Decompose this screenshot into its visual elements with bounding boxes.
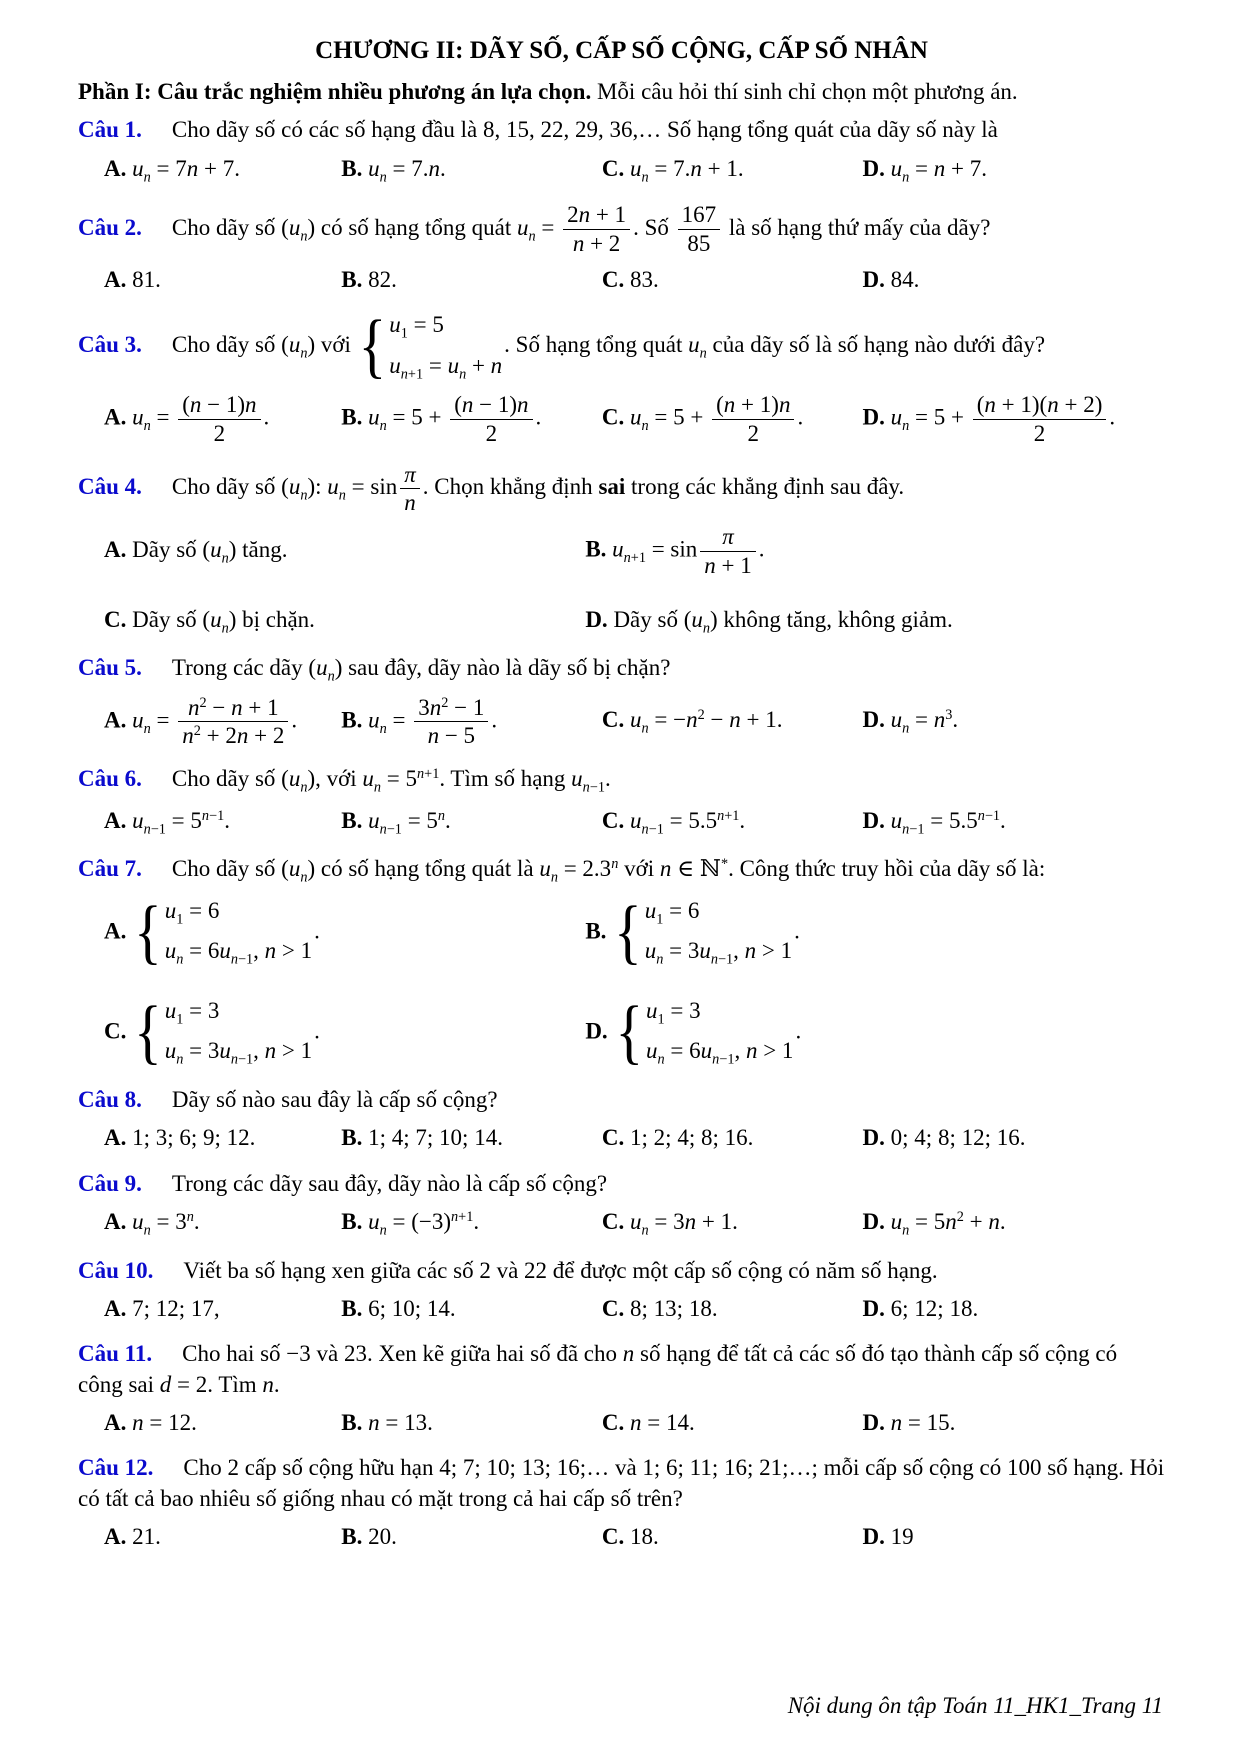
question-7 xyxy=(78,854,1165,1070)
option-c: C. $u_n = 3n + 1$. xyxy=(601,1209,738,1239)
options-row xyxy=(78,1294,1165,1324)
option-b: B. $u_{n+1} = \sin$ $\frac{\pi}{n + 1}$ . xyxy=(585,524,765,578)
option-c: C. 83. xyxy=(601,266,659,292)
question-prompt: Cho dãy số $(u_n)$ với { $u_1 = 5$ $u_{n+1} = u_n + n$ . Số hạng tổng quát $u_n$ của dãy số là số hạng nào dưới đây? xyxy=(172,332,1045,357)
option-d: D. $u_n = 5n^2 + n$. xyxy=(862,1209,1006,1239)
question-head xyxy=(78,462,1165,517)
options-row xyxy=(78,695,1165,750)
question-head xyxy=(78,1085,1165,1115)
question-head xyxy=(78,653,1165,687)
option-c: C. $u_n = -n^2 - n + 1$. xyxy=(601,707,783,737)
option-d: D. Dãy số $(u_n)$ không tăng, không giảm. xyxy=(585,606,953,637)
option-d: D. $u_n = 5$ + $\frac{(n + 1)(n + 2)}{2}$ . xyxy=(862,392,1116,446)
option-c: C. { $u_1 = 3$ $u_n = 3u_{n-1}$, n > 1 . xyxy=(104,996,579,1070)
options-row xyxy=(78,154,1165,188)
option-a: A. $u_n = 3^n$. xyxy=(104,1209,200,1239)
options-row xyxy=(78,806,1165,840)
option-c: C. 1; 2; 4; 8; 16. xyxy=(601,1125,754,1151)
question-1 xyxy=(78,115,1165,187)
question-prompt: Cho dãy số $(u_n)$ có số hạng tổng quát $u_n$ = $\frac{2n + 1}{n + 2}$ . Số $\frac{167}{85}$ là số hạng thứ mấy của dãy? xyxy=(171,202,991,256)
question-head xyxy=(78,310,1165,384)
option-c: C. $u_{n-1} = 5.5^{n+1}$. xyxy=(601,807,746,838)
question-head xyxy=(78,1169,1165,1199)
option-d: D. $u_n = n^3$. xyxy=(862,707,959,737)
intro-bold: Phần I: Câu trắc nghiệm nhiều phương án lựa chọn. xyxy=(78,79,592,104)
options-row xyxy=(78,1522,1165,1552)
option-c: C. Dãy số $(u_n)$ bị chặn. xyxy=(104,606,315,637)
question-5 xyxy=(78,653,1165,749)
question-prompt: Cho dãy số $(u_n)$ có số hạng tổng quát là $u_n = 2.3^n$ với n ∈ ℕ*. Công thức truy hồi của dãy số là: xyxy=(171,856,1046,886)
option-a: A. 81. xyxy=(104,266,161,292)
option-c: C. 8; 13; 18. xyxy=(601,1295,718,1321)
question-3 xyxy=(78,310,1165,447)
question-number: Câu 12. xyxy=(78,1455,154,1481)
question-number: Câu 8. xyxy=(78,1086,142,1112)
question-prompt: Viết ba số hạng xen giữa các số 2 và 22 để được một cấp số cộng có năm số hạng. xyxy=(183,1257,938,1283)
question-4 xyxy=(78,462,1165,639)
question-prompt: Cho dãy số $(u_n)$, với $u_n = 5^{n+1}$. Tìm số hạng $u_{n-1}$. xyxy=(171,766,611,796)
question-head xyxy=(78,1339,1165,1400)
question-number: Câu 3. xyxy=(78,332,142,358)
question-prompt: Trong các dãy sau đây, dãy nào là cấp số cộng? xyxy=(171,1170,608,1196)
option-c: C. $u_n = 5$ + $\frac{(n + 1)n}{2}$ . xyxy=(601,392,804,446)
intro-rest: Mỗi câu hỏi thí sinh chỉ chọn một phương án. xyxy=(591,79,1018,104)
question-head xyxy=(78,202,1165,257)
options-row xyxy=(78,265,1165,295)
options-row xyxy=(78,392,1165,447)
option-a: A. 7; 12; 17, xyxy=(104,1295,220,1321)
question-number: Câu 1. xyxy=(78,117,142,143)
question-list xyxy=(78,115,1165,1552)
option-b: B. 6; 10; 14. xyxy=(341,1295,456,1321)
question-2 xyxy=(78,202,1165,295)
question-10 xyxy=(78,1256,1165,1325)
question-head xyxy=(78,1256,1165,1286)
intro-line xyxy=(78,77,1165,107)
option-c: C. $u_n = 7.n + 1$. xyxy=(601,155,744,186)
question-number: Câu 5. xyxy=(78,655,142,681)
option-a: A. Dãy số $(u_n)$ tăng. xyxy=(104,536,288,567)
option-b: B. $u_n$ = $\frac{3n^2 - 1}{n - 5}$ . xyxy=(341,694,498,749)
question-number: Câu 4. xyxy=(78,474,142,500)
question-head xyxy=(78,854,1165,888)
question-number: Câu 10. xyxy=(78,1257,154,1283)
question-11 xyxy=(78,1339,1165,1438)
option-b: B. $u_n = (-3)^{n+1}$. xyxy=(341,1209,480,1239)
option-a: A. $u_{n-1} = 5^{n-1}$. xyxy=(104,807,230,838)
option-b: B. $u_{n-1} = 5^n$. xyxy=(341,807,451,838)
question-prompt: Cho hai số −3 và 23. Xen kẽ giữa hai số đã cho n số hạng để tất cả các số đó tạo thành cấp số cộng có công sai d = 2. Tìm n. xyxy=(78,1341,1118,1397)
options-row xyxy=(78,1408,1165,1438)
page-title: CHƯƠNG II: DÃY SỐ, CẤP SỐ CỘNG, CẤP SỐ NHÂN xyxy=(315,37,928,64)
question-12 xyxy=(78,1453,1165,1552)
question-6 xyxy=(78,764,1165,839)
question-8 xyxy=(78,1085,1165,1154)
question-head xyxy=(78,764,1165,798)
option-d: D. 0; 4; 8; 12; 16. xyxy=(862,1125,1026,1151)
option-b: B. 1; 4; 7; 10; 14. xyxy=(341,1125,503,1151)
option-d: D. { $u_1 = 3$ $u_n = 6u_{n-1}$, n > 1 . xyxy=(585,996,1165,1070)
question-number: Câu 7. xyxy=(78,856,142,882)
question-head xyxy=(78,115,1165,145)
options-row xyxy=(78,524,1165,638)
option-c: C. 18. xyxy=(601,1524,659,1550)
options-row xyxy=(78,1207,1165,1241)
question-prompt: Trong các dãy $(u_n)$ sau đây, dãy nào là dãy số bị chặn? xyxy=(171,655,671,685)
option-a: A. $u_n = 7n + 7$. xyxy=(104,155,240,186)
question-number: Câu 6. xyxy=(78,766,142,792)
question-prompt: Dãy số nào sau đây là cấp số cộng? xyxy=(171,1086,498,1112)
question-prompt: Cho 2 cấp số cộng hữu hạn 4; 7; 10; 13; 16;… và 1; 6; 11; 16; 21;…; mỗi cấp số cộng có 100 số hạng. Hỏi có tất cả bao nhiêu số giống nhau có mặt trong cả hai cấp số trên? xyxy=(78,1455,1165,1511)
option-a: A. { $u_1 = 6$ $u_n = 6u_{n-1}$, n > 1 . xyxy=(104,896,579,970)
options-row xyxy=(78,1123,1165,1153)
question-number: Câu 2. xyxy=(78,214,142,240)
option-b: B. n = 13. xyxy=(341,1410,433,1435)
option-d: D. 19 xyxy=(862,1524,914,1550)
question-prompt: Cho dãy số $(u_n)$: $u_n = \sin$ $\frac{\pi}{n}$ . Chọn khẳng định sai trong các khẳng định sau đây. xyxy=(171,461,905,516)
option-a: A. $u_n$ = $\frac{n^2 - n + 1}{n^2 + 2n + 2}$ . xyxy=(104,694,298,749)
option-a: A. n = 12. xyxy=(104,1410,197,1435)
option-d: D. n = 15. xyxy=(862,1410,956,1435)
question-number: Câu 11. xyxy=(78,1341,153,1367)
options-row xyxy=(78,896,1165,1070)
option-c: C. n = 14. xyxy=(601,1410,695,1435)
option-b: B. { $u_1 = 6$ $u_n = 3u_{n-1}$, n > 1 . xyxy=(585,896,1165,970)
option-b: B. 20. xyxy=(341,1524,397,1550)
option-b: B. 82. xyxy=(341,266,397,292)
question-prompt: Cho dãy số có các số hạng đầu là 8, 15, 22, 29, 36,… Số hạng tổng quát của dãy số này là xyxy=(171,117,998,143)
option-a: A. 21. xyxy=(104,1524,161,1550)
question-head xyxy=(78,1453,1165,1514)
option-d: D. 84. xyxy=(862,266,920,292)
option-d: D. 6; 12; 18. xyxy=(862,1295,979,1321)
option-b: B. $u_n = 5$ + $\frac{(n - 1)n}{2}$ . xyxy=(341,392,542,446)
footer-note: Nội dung ôn tập Toán 11_HK1_Trang 11 xyxy=(787,1692,1163,1718)
option-b: B. $u_n = 7.n$. xyxy=(341,155,446,186)
option-d: D. $u_{n-1} = 5.5^{n-1}$. xyxy=(862,807,1006,838)
option-d: D. $u_n = n + 7$. xyxy=(862,155,988,186)
question-number: Câu 9. xyxy=(78,1170,142,1196)
question-9 xyxy=(78,1169,1165,1241)
option-a: A. $u_n$ = $\frac{(n - 1)n}{2}$ . xyxy=(104,392,270,446)
option-a: A. 1; 3; 6; 9; 12. xyxy=(104,1125,256,1151)
